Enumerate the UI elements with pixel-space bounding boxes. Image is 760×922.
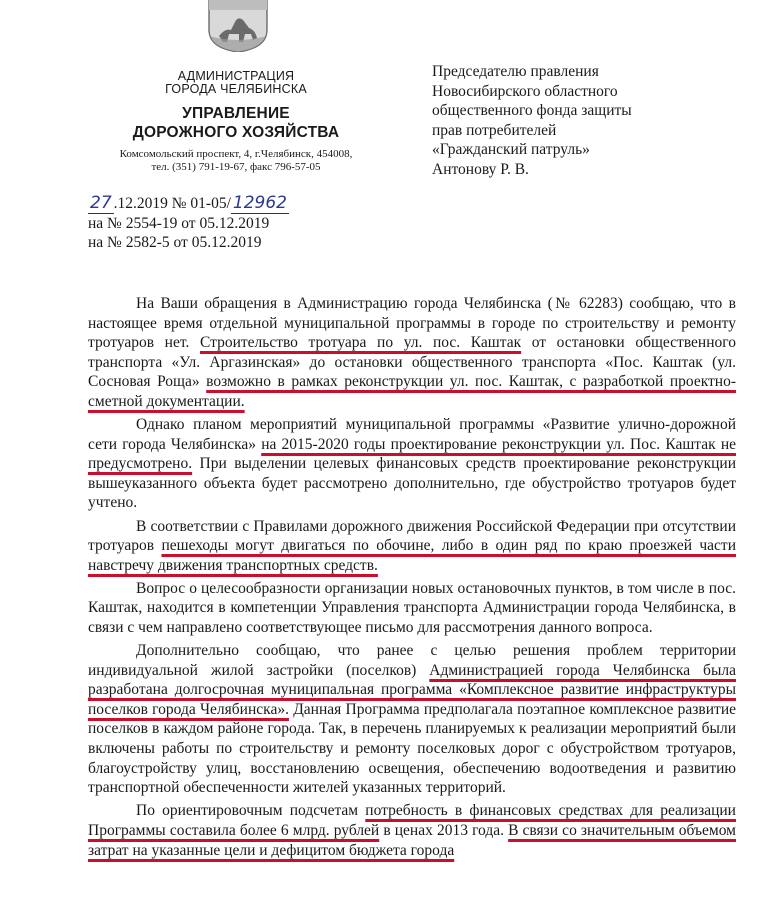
reply-reference-2: на № 2582-5 от 05.12.2019 (88, 234, 262, 252)
reply-reference-1: на № 2554-19 от 05.12.2019 (88, 214, 270, 232)
paragraph-text: На Ваши обращения в Администрацию города Челябинска (№ 62283) сообщаю, что в настоящее время отдельной муниципальной программы в городе по строительству и ремонту тротуаров нет. (88, 295, 736, 352)
underlined-text: возможно в рамках реконструкции ул. пос. Каштак, с разработкой проектно-сметной документации. (88, 373, 737, 410)
paragraph-text: в ценах 2013 года. (379, 821, 509, 839)
underlined-text: В связи со значительным объемом затрат на указанные цели и дефицитом бюджета города (88, 821, 736, 859)
recipient-line: прав потребителей (432, 121, 557, 139)
recipient-line: Председателю правления (432, 63, 599, 80)
paragraph-text: Дополнительно сообщаю, что ранее с целью решения проблем территории индивидуальной жилой застройки (поселков) (88, 642, 736, 679)
body-paragraph (88, 294, 736, 412)
body-paragraph (88, 641, 736, 798)
org-administration: АДМИНИСТРАЦИЯ (177, 69, 295, 83)
department-name-line1: УПРАВЛЕНИЕ (182, 105, 290, 122)
paragraph-text: В соответствии с Правилами дорожного движения Российской Федерации при отсутствии тротуаров (88, 517, 736, 555)
outgoing-number-text: .12.2019 № 01-05/ (113, 195, 231, 212)
org-phone: тел. (351) 791-19-67, факс 796-57-05 (151, 161, 321, 173)
underlined-text: Строительство тротуара по ул. пос. Каштак (199, 334, 522, 352)
underlined-text: потребность в финансовых средствах для реализации Программы составила более 6 млрд. рублей (88, 802, 736, 839)
paragraph-text: По ориентировочным подсчетам (136, 802, 366, 820)
underlined-text: Администрацией города Челябинска была разработана долгосрочная муниципальная программа «Комплексное развитие инфраструктуры поселков города Челябинска». (88, 661, 736, 718)
outgoing-number-line (88, 194, 289, 214)
body-paragraph (88, 579, 736, 638)
underlined-text: на 2015-2020 годы проектирование реконструкции ул. Пос. Каштак не предусмотрено. (88, 435, 736, 473)
recipient-line: Антонову Р. В. (432, 160, 529, 178)
organization-block (95, 70, 377, 174)
recipient-block (432, 62, 742, 180)
body-paragraph (88, 415, 736, 513)
paragraph-text: При выделении целевых финансовых средств проектирование реконструкции вышеуказанного объекта будет рассмотрено дополнительно, где обустройство тротуаров будет учтено. (88, 455, 736, 512)
department-name-line2: ДОРОЖНОГО ХОЗЯЙСТВА (132, 124, 340, 141)
recipient-line: «Гражданский патруль» (432, 141, 590, 159)
body-paragraph (88, 517, 736, 576)
coat-of-arms-icon (205, 0, 271, 52)
letter-body (88, 294, 736, 864)
handwritten-day: 27 (90, 193, 112, 213)
recipient-line: Новосибирского областного (432, 82, 618, 100)
paragraph-text: Вопрос о целесообразности организации новых остановочных пунктов, в том числе в пос. Каштак, находится в компетенции Управления транспорта Администрации города Челябинска, в связи с чем направлено соответствующее письмо для рассмотрения данного вопроса. (88, 579, 736, 636)
org-city: ГОРОДА ЧЕЛЯБИНСКА (165, 82, 307, 96)
paragraph-text: Однако планом мероприятий муниципальной программы «Развитие улично-дорожной сети города Челябинска» (88, 416, 736, 453)
handwritten-number: 12962 (232, 193, 287, 213)
paragraph-text: Данная Программа предполагала поэтапное комплексное развитие поселков в каждом районе города. Так, в перечень планируемых к реализации мероприятий были включены работы по строительству и ремонту поселковых дорог с обустройством тротуаров, благоустройству улиц, восстановлению освещения, обеспечению водоотведения и развитию транспортной обеспеченности жителей указанных территорий. (88, 700, 736, 797)
org-address: Комсомольский проспект, 4, г.Челябинск, 454008, (119, 148, 353, 160)
reference-block (88, 194, 289, 253)
body-paragraph (88, 801, 736, 860)
recipient-line: общественного фонда защиты (432, 102, 632, 120)
paragraph-text: от остановки общественного транспорта «Ул. Аргазинская» до остановки общественного транспорта «Пос. Каштак (ул. Сосновая Роща» (88, 334, 736, 391)
underlined-text: пешеходы могут двигаться по обочине, либо в один ряд по краю проезжей части навстречу движения транспортных средств. (88, 537, 737, 574)
